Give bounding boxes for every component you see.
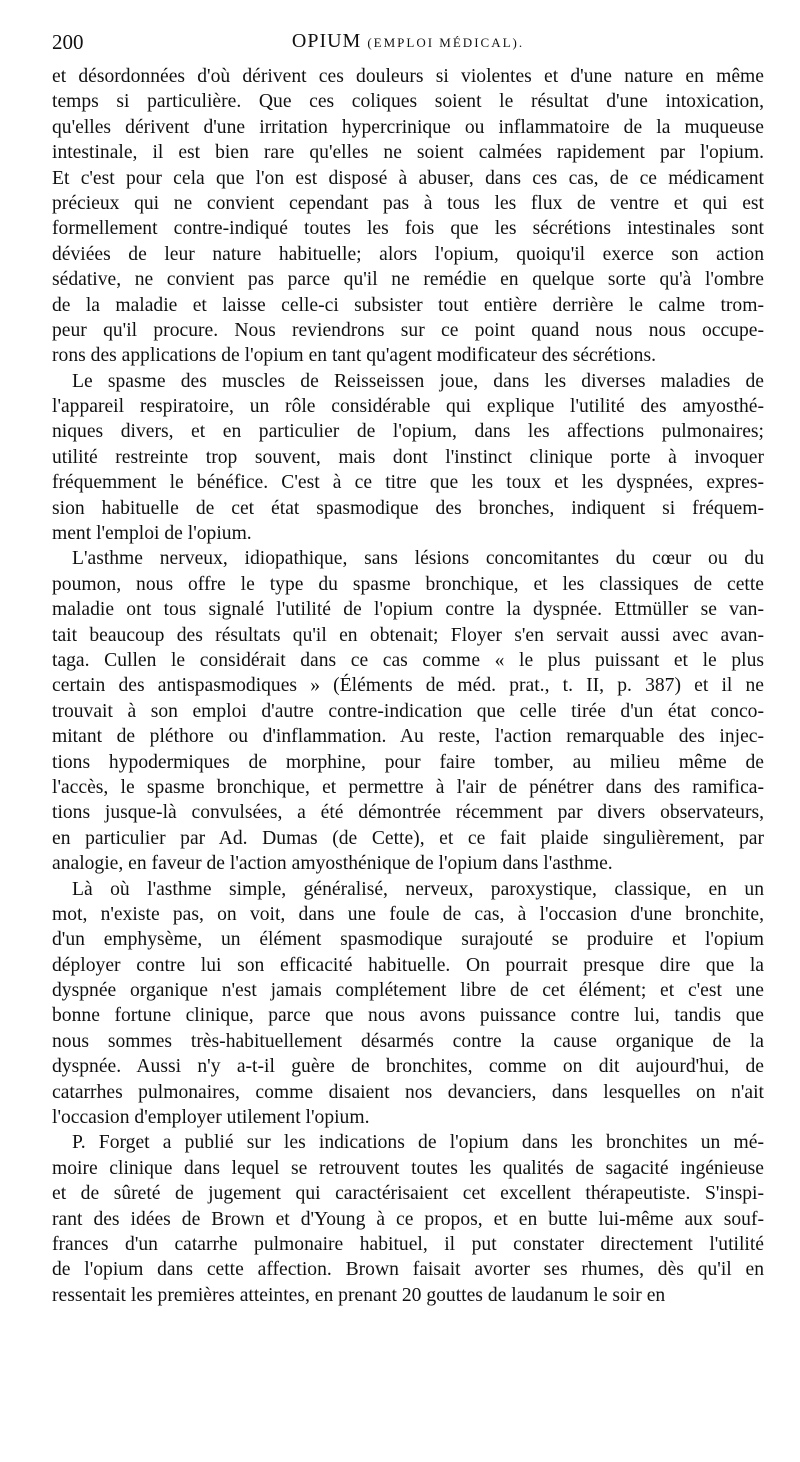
- text-line: en particulier par Ad. Dumas (de Cette), et ce fait plaide singulièrement, par: [52, 827, 764, 849]
- text-line: déviées de leur nature habituelle; alors l'opium, quoiqu'il exerce son action: [52, 243, 764, 265]
- text-line: analogie, en faveur de l'action amyosthénique de l'opium dans l'asthme.: [52, 853, 613, 875]
- text-line: rons des applications de l'opium en tant qu'agent modificateur des sécrétions.: [52, 345, 656, 367]
- text-line: dyspnée. Aussi n'y a-t-il guère de bronchites, comme on dit aujourd'hui, de: [52, 1056, 764, 1078]
- text-line: frances d'un catarrhe pulmonaire habituel, il put constater directement l'utilité: [52, 1233, 764, 1255]
- paragraph: [52, 64, 764, 369]
- running-head: [52, 30, 764, 60]
- text-line: fréquemment le bénéfice. C'est à ce titre que les toux et les dyspnées, expres-: [52, 472, 764, 494]
- text-line: catarrhes pulmonaires, comme disaient nos devanciers, dans lesquelles on n'ait: [52, 1081, 764, 1103]
- text-line: nous sommes très-habituellement désarmés contre la cause organique de la: [52, 1030, 764, 1052]
- text-line: l'accès, le spasme bronchique, et permettre à l'air de pénétrer dans des ramifica-: [52, 776, 764, 798]
- text-line: tait beaucoup des résultats qu'il en obtenait; Floyer s'en servait aussi avec avan-: [52, 624, 764, 646]
- text-line: sion habituelle de cet état spasmodique des bronches, indiquent si fréquem-: [52, 497, 764, 519]
- page-number: 200: [52, 30, 84, 54]
- text-line: l'appareil respiratoire, un rôle considérable qui explique l'utilité des amyosthé-: [52, 396, 764, 418]
- text-line: trouvait à son emploi d'autre contre-indication que celle tirée d'un état conco-: [52, 700, 764, 722]
- paragraph: [52, 1130, 764, 1308]
- paragraph: [52, 546, 764, 876]
- text-line: Le spasme des muscles de Reisseissen joue, dans les diverses maladies de: [72, 370, 764, 392]
- text-line: l'occasion d'employer utilement l'opium.: [52, 1107, 370, 1129]
- text-line: tions jusque-là convulsées, a été démontrée récemment par divers observateurs,: [52, 802, 764, 824]
- body-text: [52, 64, 764, 1308]
- text-line: déployer contre lui son efficacité habituelle. On pourrait presque dire que la: [52, 954, 764, 976]
- text-line: de la maladie et laisse celle-ci subsister tout entière derrière le calme trom-: [52, 294, 764, 316]
- text-line: Là où l'asthme simple, généralisé, nerveux, paroxystique, classique, en un: [72, 878, 764, 900]
- text-line: formellement contre-indiqué toutes les fois que les sécrétions intestinales sont: [52, 218, 764, 240]
- text-line: bonne fortune clinique, parce que nous avons puissance contre lui, tandis que: [52, 1005, 764, 1027]
- text-line: moire clinique dans lequel se retrouvent toutes les qualités de sagacité ingénieuse: [52, 1157, 764, 1179]
- text-line: L'asthme nerveux, idiopathique, sans lésions concomitantes du cœur ou du: [72, 548, 764, 570]
- text-line: ressentait les premières atteintes, en prenant 20 gouttes de laudanum le soir en: [52, 1284, 666, 1306]
- text-line: maladie ont tous signalé l'utilité de l'opium contre la dyspnée. Ettmüller se van-: [52, 599, 764, 621]
- text-line: temps si particulière. Que ces coliques soient le résultat d'une intoxication,: [52, 91, 764, 113]
- text-line: et de sûreté de jugement qui caractérisaient cet excellent thérapeutiste. S'inspi-: [52, 1183, 764, 1205]
- text-line: peur qu'il procure. Nous reviendrons sur ce point quand nous nous occupe-: [52, 319, 764, 341]
- text-line: d'un emphysème, un élément spasmodique surajouté se produire et l'opium: [52, 929, 764, 951]
- text-line: de l'opium dans cette affection. Brown faisait avorter ses rhumes, dès qu'il en: [52, 1259, 764, 1281]
- text-line: qu'elles dérivent d'une irritation hypercrinique ou inflammatoire de la muqueuse: [52, 116, 764, 138]
- running-title: [52, 30, 764, 53]
- text-line: mot, n'existe pas, on voit, dans une foule de cas, à l'occasion d'une bronchite,: [52, 903, 764, 925]
- text-line: sédative, ne convient pas parce qu'il ne remédie en quelque sorte qu'à l'ombre: [52, 269, 764, 291]
- text-line: dyspnée organique n'est jamais complétement libre de cet élément; et c'est une: [52, 980, 764, 1002]
- text-line: et désordonnées d'où dérivent ces douleurs si violentes et d'une nature en même: [52, 66, 764, 87]
- paragraph: [52, 369, 764, 547]
- text-line: rant des idées de Brown et d'Young à ce propos, et en butte lui-même aux souf-: [52, 1208, 764, 1230]
- text-line: mitant de pléthore ou d'inflammation. Au reste, l'action remarquable des injec-: [52, 726, 764, 748]
- running-title-subtitle: (EMPLOI MÉDICAL).: [367, 35, 525, 50]
- text-line: P. Forget a publié sur les indications de l'opium dans les bronchites un mé-: [72, 1132, 764, 1154]
- running-title-main: OPIUM: [291, 30, 362, 52]
- text-line: intestinale, il est bien rare qu'elles ne soient calmées rapidement par l'opium.: [52, 142, 764, 164]
- text-line: taga. Cullen le considérait dans ce cas comme « le plus puissant et le plus: [52, 649, 764, 671]
- text-line: Et c'est pour cela que l'on est disposé à abuser, dans ces cas, de ce médicament: [52, 167, 764, 189]
- paragraph: [52, 877, 764, 1131]
- text-line: ment l'emploi de l'opium.: [52, 523, 252, 545]
- text-line: utilité restreinte trop souvent, mais dont l'instinct clinique porte à invoquer: [52, 446, 764, 468]
- text-line: niques divers, et en particulier de l'opium, dans les affections pulmonaires;: [52, 421, 764, 443]
- text-line: certain des antispasmodiques » (Éléments de méd. prat., t. II, p. 387) et il ne: [52, 675, 764, 697]
- text-line: précieux qui ne convient cependant pas à tous les flux de ventre et qui est: [52, 192, 764, 214]
- text-line: tions hypodermiques de morphine, pour faire tomber, au milieu même de: [52, 751, 764, 773]
- text-line: poumon, nous offre le type du spasme bronchique, et les classiques de cette: [52, 573, 764, 595]
